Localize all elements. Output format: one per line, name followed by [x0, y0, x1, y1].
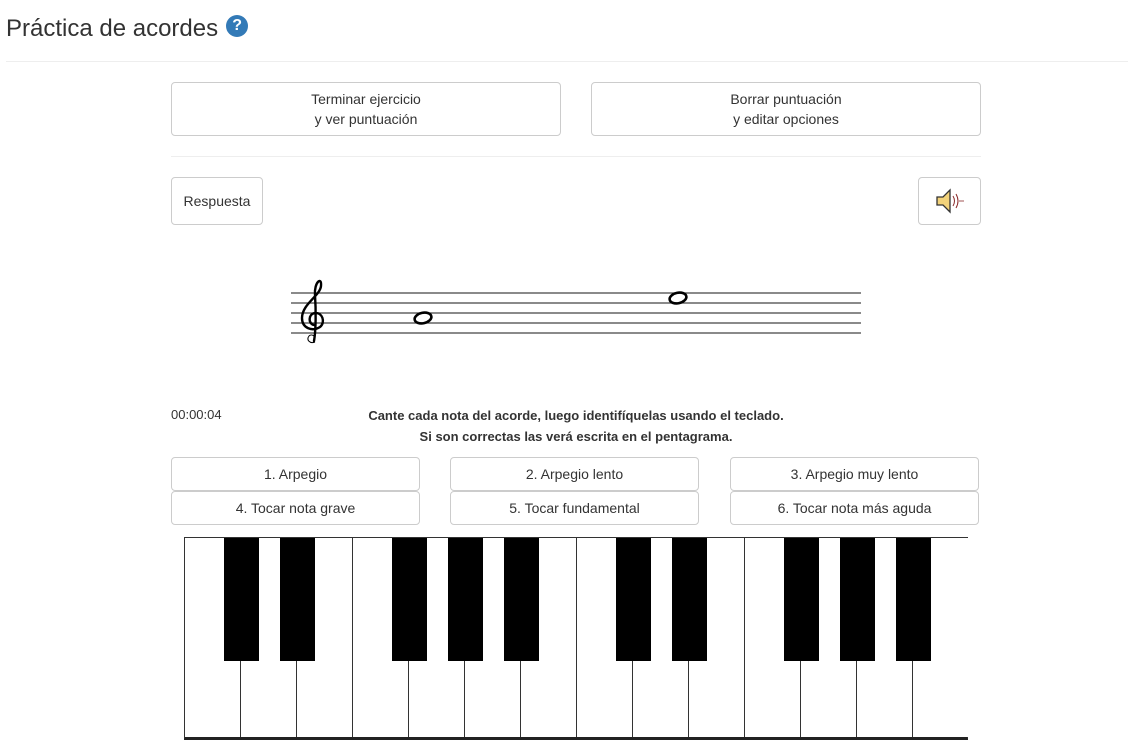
finish-button-line1: Terminar ejercicio	[311, 91, 421, 107]
page-header	[6, 12, 248, 46]
black-key-d-sharp5[interactable]	[672, 538, 707, 661]
arpeggio-button[interactable]: 1. Arpegio	[171, 457, 420, 491]
black-key-d-sharp4[interactable]	[280, 538, 315, 661]
black-key-g-sharp5[interactable]	[840, 538, 875, 661]
black-key-a-sharp4[interactable]	[504, 538, 539, 661]
play-sound-button[interactable]	[918, 177, 981, 225]
timer: 00:00:04	[171, 407, 222, 422]
staff-lines	[291, 293, 861, 333]
reset-button-line1: Borrar puntuación	[730, 91, 842, 107]
very-slow-arpeggio-button[interactable]: 3. Arpegio muy lento	[730, 457, 979, 491]
finish-button-line2: y ver puntuación	[314, 111, 418, 127]
black-key-f-sharp5[interactable]	[784, 538, 819, 661]
answer-button[interactable]: Respuesta	[171, 177, 263, 225]
divider	[6, 61, 1128, 62]
black-key-f-sharp4[interactable]	[392, 538, 427, 661]
play-root-button[interactable]: 5. Tocar fundamental	[450, 491, 699, 525]
help-icon[interactable]: ?	[226, 15, 248, 37]
black-key-g-sharp4[interactable]	[448, 538, 483, 661]
piano-keyboard	[184, 537, 968, 740]
reset-button-line2: y editar opciones	[733, 111, 839, 127]
play-high-note-button[interactable]: 6. Tocar nota más aguda	[730, 491, 979, 525]
black-key-c-sharp4[interactable]	[224, 538, 259, 661]
black-key-a-sharp5[interactable]	[896, 538, 931, 661]
instruction-line2: Si son correctas las verá escrita en el pentagrama.	[419, 429, 733, 444]
reset-score-button[interactable]	[591, 82, 981, 136]
finish-exercise-button[interactable]	[171, 82, 561, 136]
slow-arpeggio-button[interactable]: 2. Arpegio lento	[450, 457, 699, 491]
speaker-icon	[933, 186, 967, 216]
play-low-note-button[interactable]: 4. Tocar nota grave	[171, 491, 420, 525]
music-staff	[288, 270, 868, 360]
divider	[171, 156, 981, 157]
instruction-line1: Cante cada nota del acorde, luego identifíquelas usando el teclado.	[368, 408, 784, 423]
page-title: Práctica de acordes	[6, 15, 219, 42]
instructions	[276, 405, 876, 447]
black-key-c-sharp5[interactable]	[616, 538, 651, 661]
